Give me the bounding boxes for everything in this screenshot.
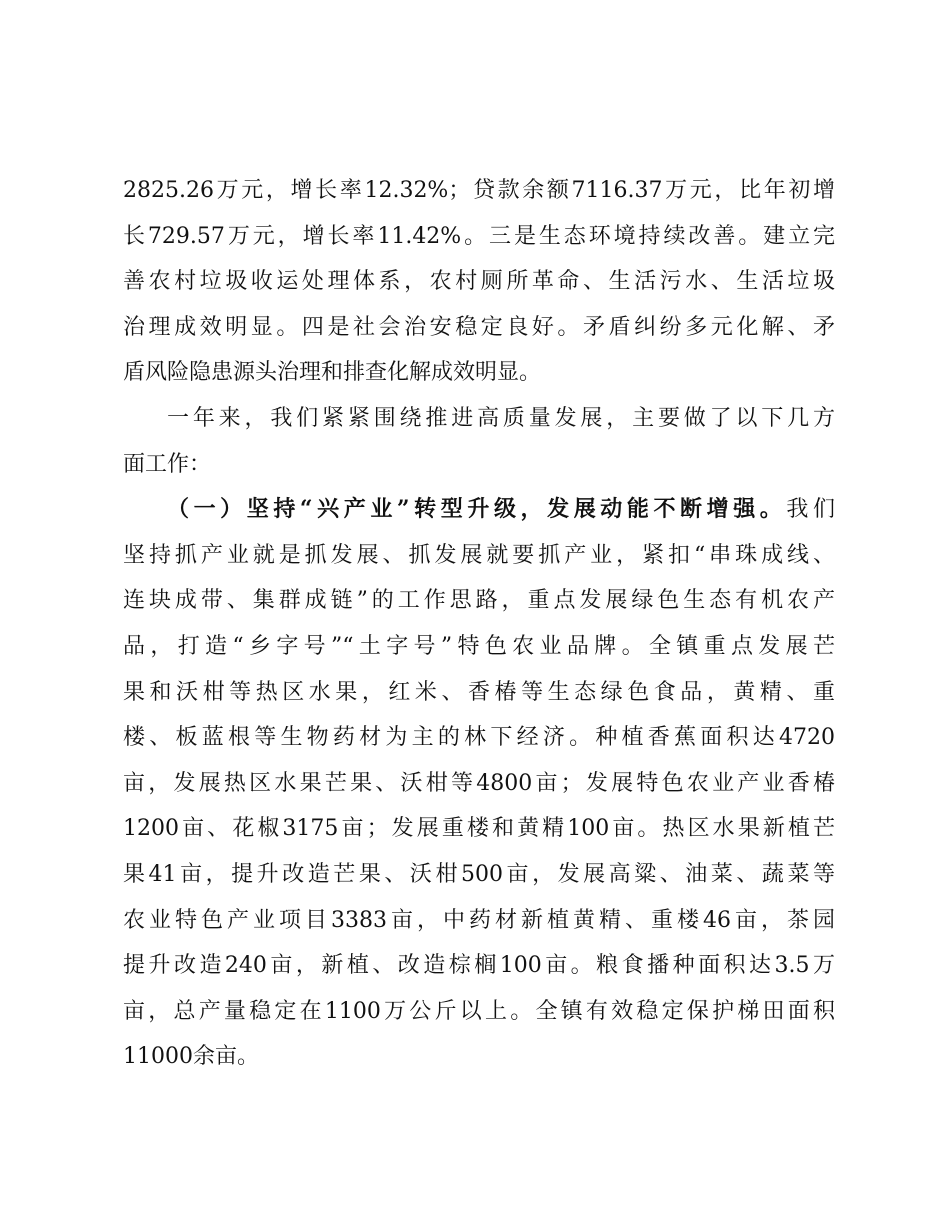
paragraph-line: 长729.57万元，增长率11.42%。三是生态环境持续改善。建立完	[123, 223, 835, 249]
paragraph-line: 1200亩、花椒3175亩；发展重楼和黄精100亩。热区水果新植芒	[123, 816, 835, 842]
paragraph-text: 我们	[786, 497, 835, 523]
paragraph-line: 善农村垃圾收运处理体系，农村厕所革命、生活污水、生活垃圾	[123, 269, 835, 295]
paragraph-line: 农业特色产业项目3383亩，中药材新植黄精、重楼46亩，茶园	[123, 907, 835, 933]
section-heading: （一）坚持“兴产业”转型升级，发展动能不断增强。	[167, 496, 787, 523]
paragraph-line	[123, 487, 835, 533]
paragraph-line: 品，打造“乡字号”“土字号”特色农业品牌。全镇重点发展芒	[123, 633, 835, 659]
paragraph-line: 果和沃柑等热区水果，红米、香椿等生态绿色食品，黄精、重	[123, 679, 835, 705]
document-body	[123, 168, 835, 1080]
paragraph-line: 坚持抓产业就是抓发展、抓发展就要抓产业，紧扣“串珠成线、	[123, 542, 835, 568]
paragraph-line: 果41亩，提升改造芒果、沃柑500亩，发展高粱、油菜、蔬菜等	[123, 861, 835, 887]
paragraph-line: 盾风险隐患源头治理和排查化解成效明显。	[123, 360, 542, 386]
paragraph-line: 治理成效明显。四是社会治安稳定良好。矛盾纠纷多元化解、矛	[123, 314, 835, 340]
paragraph-line: 连块成带、集群成链”的工作思路，重点发展绿色生态有机农产	[123, 588, 835, 614]
paragraph-line: 2825.26万元，增长率12.32%；贷款余额7116.37万元，比年初增	[123, 178, 835, 203]
paragraph-line: 11000余亩。	[123, 1044, 259, 1070]
paragraph-line: 提升改造240亩，新植、改造棕榈100亩。粮食播种面积达3.5万	[123, 953, 835, 979]
paragraph-line: 面工作：	[123, 451, 212, 477]
paragraph-line: 一年来，我们紧紧围绕推进高质量发展，主要做了以下几方	[167, 405, 835, 431]
paragraph-line: 亩，发展热区水果芒果、沃柑等4800亩；发展特色农业产业香椿	[123, 770, 835, 796]
paragraph-line: 楼、板蓝根等生物药材为主的林下经济。种植香蕉面积达4720	[123, 725, 835, 751]
paragraph-line: 亩，总产量稳定在1100万公斤以上。全镇有效稳定保护梯田面积	[123, 998, 835, 1024]
